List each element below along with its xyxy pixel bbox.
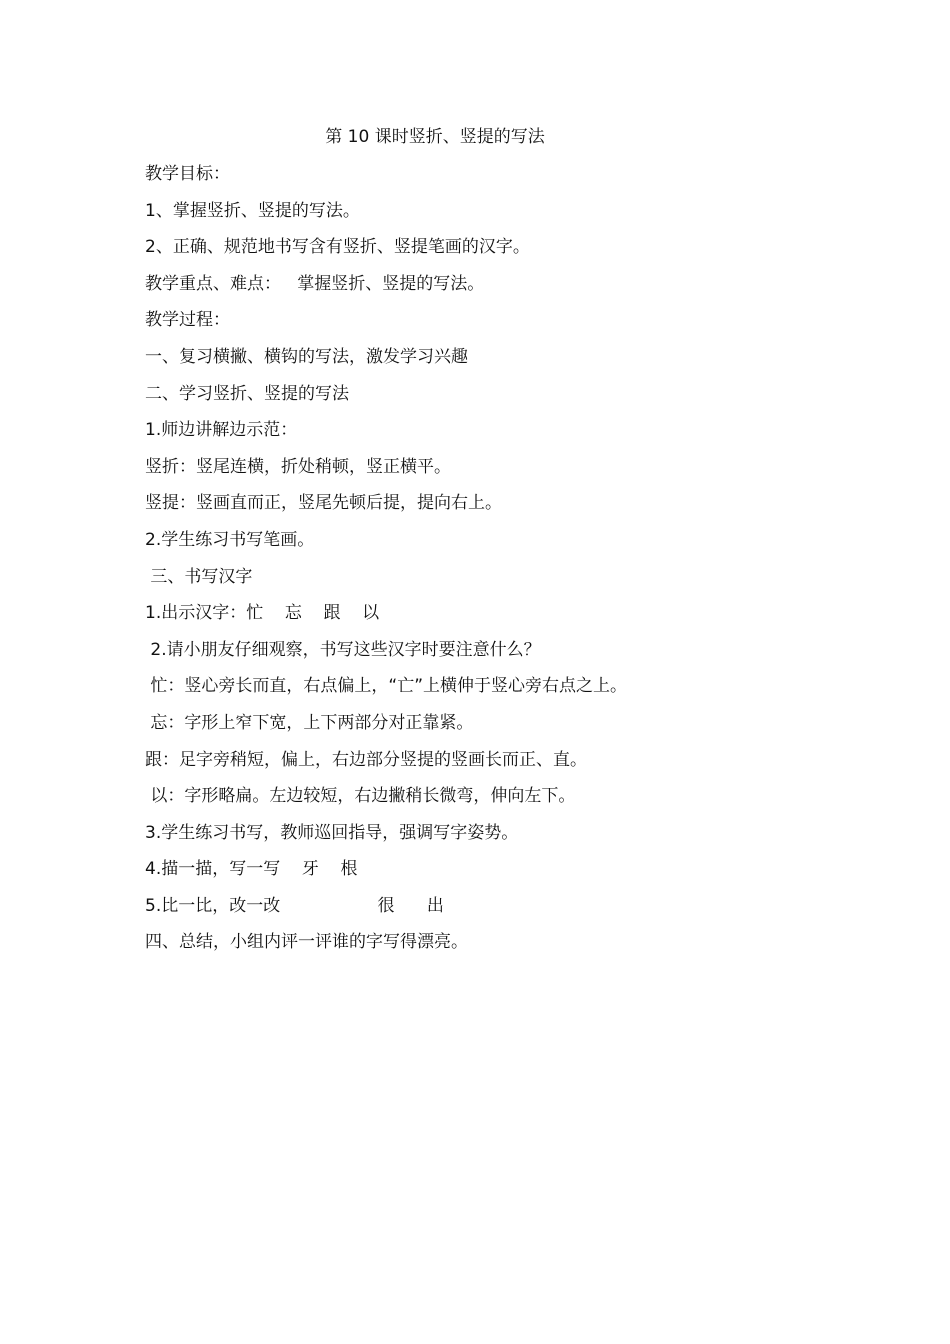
section-3-step-2: 2.请小朋友仔细观察，书写这些汉字时要注意什么？ [145, 639, 541, 660]
character-yi-note: 以：字形略扁。左边较短，右边撇稍长微弯，伸向左下。 [145, 786, 576, 807]
section-3-heading: 三、书写汉字 [145, 566, 253, 587]
lesson-body [145, 163, 865, 968]
section-2-step-1: 1.师边讲解边示范： [145, 420, 298, 441]
section-4-summary: 四、总结，小组内评一评谁的字写得漂亮。 [145, 932, 468, 953]
section-3-step-4: 4.描一描，写一写 牙 根 [145, 859, 358, 880]
objective-2: 2、正确、规范地书写含有竖折、竖提笔画的汉字。 [145, 237, 530, 258]
section-3-step-1: 1.出示汉字：忙 忘 跟 以 [145, 603, 380, 624]
section-3-step-5: 5.比一比，改一改 很 出 [145, 895, 444, 916]
stroke-shuzhe-rule: 竖折：竖尾连横，折处稍顿，竖正横平。 [145, 456, 451, 477]
character-wang-note: 忘：字形上窄下宽，上下两部分对正靠紧。 [145, 712, 474, 733]
key-points: 教学重点、难点： 掌握竖折、竖提的写法。 [145, 273, 485, 294]
process-heading: 教学过程： [145, 310, 230, 331]
section-2-step-2: 2.学生练习书写笔画。 [145, 529, 315, 550]
section-2-heading: 二、学习竖折、竖提的写法 [145, 383, 349, 404]
lesson-title: 第 10 课时竖折、竖提的写法 [325, 127, 545, 147]
character-mang-note: 忙：竖心旁长而直，右点偏上，“亡”上横伸于竖心旁右点之上。 [145, 676, 628, 697]
stroke-shuti-rule: 竖提：竖画直而正，竖尾先顿后提，提向右上。 [145, 493, 502, 514]
section-1-heading: 一、复习横撇、横钩的写法，激发学习兴趣 [145, 346, 468, 367]
objective-1: 1、掌握竖折、竖提的写法。 [145, 200, 360, 221]
objectives-heading: 教学目标： [145, 164, 230, 184]
character-gen-note: 跟：足字旁稍短，偏上，右边部分竖提的竖画长而正、直。 [145, 749, 587, 770]
section-3-step-3: 3.学生练习书写，教师巡回指导，强调写字姿势。 [145, 822, 519, 843]
